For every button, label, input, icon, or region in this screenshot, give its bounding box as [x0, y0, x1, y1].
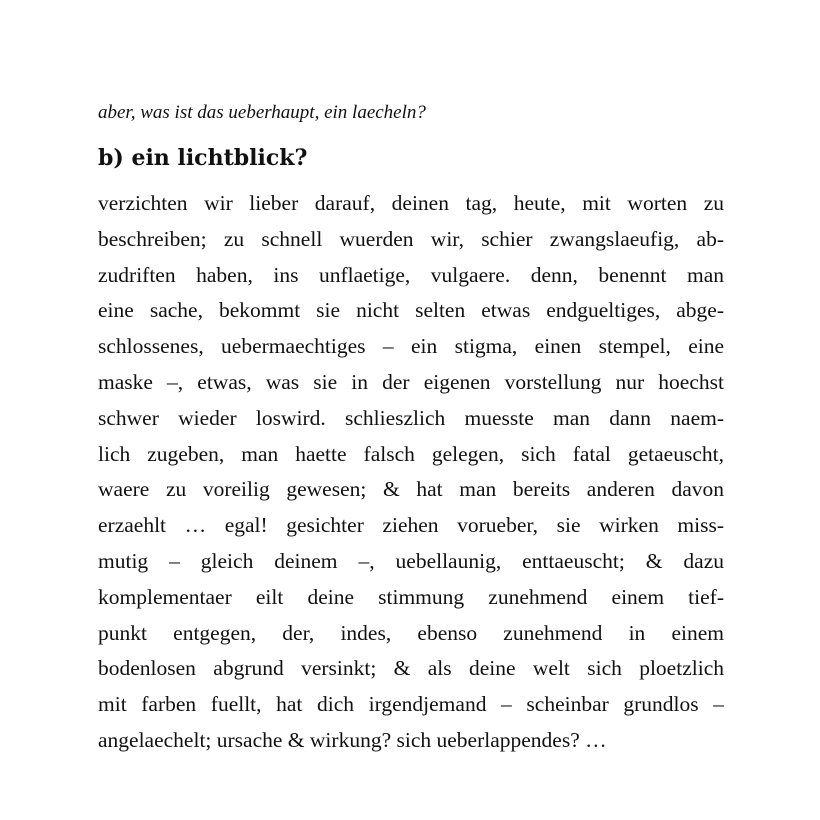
body-paragraph — [98, 186, 724, 759]
intro-question: aber, was ist das ueberhaupt, ein laecheln? — [98, 102, 426, 123]
paragraph-line: verzichten wir lieber darauf, deinen tag, heute, mit worten zu — [98, 191, 724, 215]
paragraph-line: punkt entgegen, der, indes, ebenso zunehmend in einem — [98, 620, 724, 645]
paragraph-line: beschreiben; zu schnell wuerden wir, schier zwangslaeufig, ab- — [98, 226, 724, 251]
paragraph-line: zudriften haben, ins unflaetige, vulgaere. denn, benennt man — [98, 262, 724, 287]
paragraph-line: maske –, etwas, was sie in der eigenen vorstellung nur hoechst — [98, 369, 724, 394]
paragraph-line: komplementaer eilt deine stimmung zunehmend einem tief- — [98, 584, 724, 609]
paragraph-line: mit farben fuellt, hat dich irgendjemand – scheinbar grundlos – — [98, 692, 724, 717]
paragraph-line: bodenlosen abgrund versinkt; & als deine welt sich ploetzlich — [98, 656, 724, 681]
paragraph-line: lich zugeben, man haette falsch gelegen, sich fatal getaeuscht, — [98, 441, 724, 466]
paragraph-line: eine sache, bekommt sie nicht selten etwas endgueltiges, abge- — [98, 298, 724, 323]
paragraph-line: schwer wieder loswird. schlieszlich muesste man dann naem- — [98, 405, 724, 430]
paragraph-line: angelaechelt; ursache & wirkung? sich ueberlappendes? … — [98, 727, 607, 752]
paragraph-line: schlossenes, uebermaechtiges – ein stigma, einen stempel, eine — [98, 334, 724, 359]
paragraph-line: erzaehlt … egal! gesichter ziehen vorueber, sie wirken miss- — [98, 513, 724, 538]
paragraph-line: waere zu voreilig gewesen; & hat man bereits anderen davon — [98, 477, 724, 502]
paragraph-line: mutig – gleich deinem –, uebellaunig, enttaeuscht; & dazu — [98, 548, 724, 573]
section-heading: b) ein lichtblick? — [98, 145, 308, 171]
